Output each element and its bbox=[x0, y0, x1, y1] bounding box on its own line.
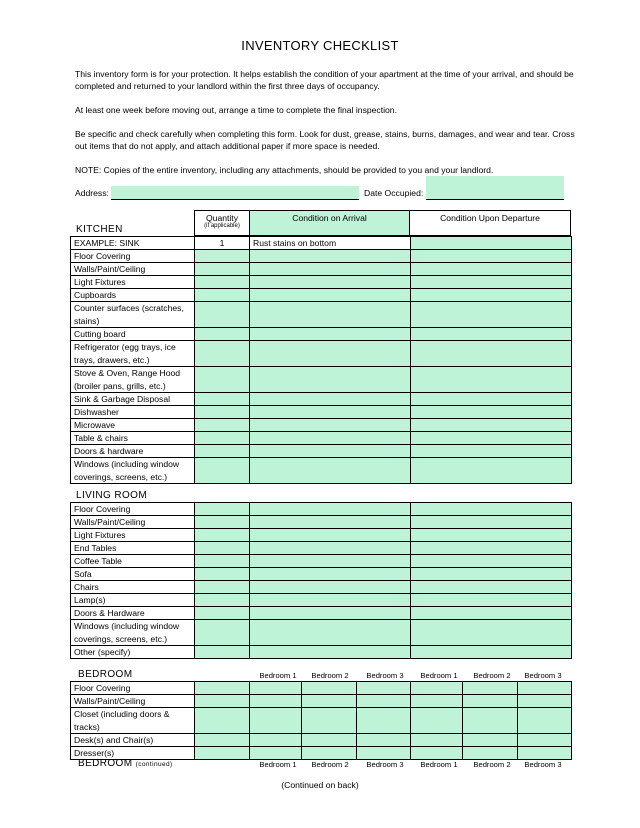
bedroom-cell[interactable] bbox=[463, 682, 518, 695]
example-quantity: 1 bbox=[195, 237, 250, 250]
table-row bbox=[71, 237, 572, 250]
arrival-cell[interactable] bbox=[250, 367, 411, 393]
bedroom-cell[interactable] bbox=[357, 708, 411, 734]
bedroom-cell[interactable] bbox=[518, 708, 572, 734]
bedroom-column-header: Bedroom 2 bbox=[473, 760, 511, 769]
item-label: Lamp(s) bbox=[71, 594, 195, 607]
quantity-cell[interactable] bbox=[195, 328, 250, 341]
kitchen-section-title: KITCHEN bbox=[76, 224, 123, 235]
item-label: Closet (including doors & tracks) bbox=[71, 708, 195, 734]
bedroom-column-header: Bedroom 2 bbox=[311, 760, 349, 769]
item-label: End Tables bbox=[71, 542, 195, 555]
quantity-header-cell bbox=[194, 210, 250, 236]
quantity-cell[interactable] bbox=[195, 646, 250, 659]
table-row bbox=[71, 445, 572, 458]
example-item: EXAMPLE: SINK bbox=[71, 237, 195, 250]
bedroom-cell[interactable] bbox=[463, 734, 518, 747]
quantity-cell[interactable] bbox=[195, 367, 250, 393]
table-row bbox=[71, 555, 572, 568]
arrival-cell[interactable] bbox=[250, 289, 411, 302]
item-label: Sofa bbox=[71, 568, 195, 581]
quantity-cell[interactable] bbox=[195, 734, 250, 747]
example-departure[interactable] bbox=[411, 237, 572, 250]
bedroom-column-header: Bedroom 3 bbox=[366, 760, 404, 769]
item-label: Refrigerator (egg trays, ice trays, drawers, etc.) bbox=[71, 341, 195, 367]
departure-cell[interactable] bbox=[411, 302, 572, 328]
address-field[interactable] bbox=[111, 186, 359, 200]
item-label: Windows (including window coverings, screens, etc.) bbox=[71, 620, 195, 646]
quantity-cell[interactable] bbox=[195, 250, 250, 263]
arrival-cell[interactable] bbox=[250, 620, 411, 646]
table-row bbox=[71, 458, 572, 484]
table-row bbox=[71, 708, 572, 734]
departure-header: Condition Upon Departure bbox=[440, 213, 540, 223]
bedroom-cell[interactable] bbox=[250, 695, 302, 708]
bedroom-cell[interactable] bbox=[302, 747, 357, 760]
table-row bbox=[71, 620, 572, 646]
bedroom-cell[interactable] bbox=[250, 747, 302, 760]
bedroom-cell[interactable] bbox=[357, 734, 411, 747]
bedroom-cell[interactable] bbox=[411, 747, 463, 760]
quantity-cell[interactable] bbox=[195, 581, 250, 594]
bedroom-cell[interactable] bbox=[518, 734, 572, 747]
departure-cell[interactable] bbox=[411, 406, 572, 419]
bedroom-cell[interactable] bbox=[302, 695, 357, 708]
item-label: Floor Covering bbox=[71, 250, 195, 263]
item-label: Table & chairs bbox=[71, 432, 195, 445]
departure-cell[interactable] bbox=[411, 458, 572, 484]
bedroom-column-header: Bedroom 1 bbox=[420, 760, 458, 769]
item-label: Floor Covering bbox=[71, 503, 195, 516]
item-label: Light Fixtures bbox=[71, 529, 195, 542]
departure-cell[interactable] bbox=[411, 419, 572, 432]
bedroom-continued-label: BEDROOM bbox=[78, 758, 133, 769]
bedroom-column-header: Bedroom 2 bbox=[311, 671, 349, 680]
bedroom-continued-column-headers bbox=[0, 760, 640, 772]
arrival-cell[interactable] bbox=[250, 432, 411, 445]
quantity-cell[interactable] bbox=[195, 682, 250, 695]
departure-cell[interactable] bbox=[411, 607, 572, 620]
bedroom-column-header: Bedroom 1 bbox=[259, 760, 297, 769]
table-row bbox=[71, 302, 572, 328]
quantity-cell[interactable] bbox=[195, 594, 250, 607]
departure-cell[interactable] bbox=[411, 263, 572, 276]
bedroom-cell[interactable] bbox=[250, 708, 302, 734]
bedroom-column-header: Bedroom 3 bbox=[524, 760, 562, 769]
arrival-header-cell bbox=[249, 210, 410, 236]
arrival-cell[interactable] bbox=[250, 594, 411, 607]
item-label: Light Fixtures bbox=[71, 276, 195, 289]
arrival-cell[interactable] bbox=[250, 581, 411, 594]
table-row bbox=[71, 529, 572, 542]
quantity-cell[interactable] bbox=[195, 542, 250, 555]
item-label: Windows (including window coverings, screens, etc.) bbox=[71, 458, 195, 484]
arrival-cell[interactable] bbox=[250, 503, 411, 516]
departure-cell[interactable] bbox=[411, 516, 572, 529]
departure-cell[interactable] bbox=[411, 341, 572, 367]
table-row bbox=[71, 406, 572, 419]
bedroom-cell[interactable] bbox=[518, 682, 572, 695]
quantity-cell[interactable] bbox=[195, 607, 250, 620]
departure-cell[interactable] bbox=[411, 289, 572, 302]
quantity-header: Quantity bbox=[205, 213, 238, 223]
quantity-cell[interactable] bbox=[195, 695, 250, 708]
arrival-cell[interactable] bbox=[250, 529, 411, 542]
table-row bbox=[71, 594, 572, 607]
quantity-cell[interactable] bbox=[195, 747, 250, 760]
item-label: Coffee Table bbox=[71, 555, 195, 568]
table-row bbox=[71, 568, 572, 581]
bedroom-cell[interactable] bbox=[518, 747, 572, 760]
bedroom-cell[interactable] bbox=[411, 734, 463, 747]
arrival-cell[interactable] bbox=[250, 607, 411, 620]
item-label: Doors & hardware bbox=[71, 445, 195, 458]
living-room-section-title: LIVING ROOM bbox=[76, 490, 148, 501]
bedroom-cell[interactable] bbox=[357, 695, 411, 708]
table-row bbox=[71, 542, 572, 555]
item-label: Cutting board bbox=[71, 328, 195, 341]
table-row bbox=[71, 419, 572, 432]
table-row bbox=[71, 734, 572, 747]
item-label: Walls/Paint/Ceiling bbox=[71, 516, 195, 529]
move-out-paragraph: At least one week before moving out, arrange a time to complete the final inspection. bbox=[75, 105, 397, 115]
table-row bbox=[71, 250, 572, 263]
item-label: Sink & Garbage Disposal bbox=[71, 393, 195, 406]
example-arrival: Rust stains on bottom bbox=[250, 237, 411, 250]
bedroom-cell[interactable] bbox=[463, 747, 518, 760]
quantity-cell[interactable] bbox=[195, 568, 250, 581]
table-row bbox=[71, 367, 572, 393]
table-row bbox=[71, 695, 572, 708]
bedroom-cell[interactable] bbox=[302, 708, 357, 734]
table-row bbox=[71, 503, 572, 516]
bedroom-cell[interactable] bbox=[518, 695, 572, 708]
departure-cell[interactable] bbox=[411, 250, 572, 263]
quantity-subheader: (if applicable) bbox=[204, 223, 240, 229]
bedroom-cell[interactable] bbox=[463, 695, 518, 708]
arrival-cell[interactable] bbox=[250, 341, 411, 367]
arrival-cell[interactable] bbox=[250, 646, 411, 659]
bedroom-cell[interactable] bbox=[357, 682, 411, 695]
table-row bbox=[71, 328, 572, 341]
arrival-cell[interactable] bbox=[250, 568, 411, 581]
item-label: Walls/Paint/Ceiling bbox=[71, 263, 195, 276]
continued-footer: (Continued on back) bbox=[281, 780, 359, 790]
instructions-paragraph: Be specific and check carefully when completing this form. Look for dust, grease, stains, burns, damages, and wear and tear. Cross out items that do not apply, and attach additional paper if more space is needed. bbox=[75, 129, 575, 151]
arrival-cell[interactable] bbox=[250, 328, 411, 341]
item-label: Floor Covering bbox=[71, 682, 195, 695]
departure-cell[interactable] bbox=[411, 367, 572, 393]
item-label: Cupboards bbox=[71, 289, 195, 302]
bedroom-cell[interactable] bbox=[302, 682, 357, 695]
quantity-cell[interactable] bbox=[195, 529, 250, 542]
item-label: Counter surfaces (scratches, stains) bbox=[71, 302, 195, 328]
departure-cell[interactable] bbox=[411, 542, 572, 555]
bedroom-column-header: Bedroom 3 bbox=[524, 671, 562, 680]
page-title: INVENTORY CHECKLIST bbox=[241, 38, 399, 53]
quantity-cell[interactable] bbox=[195, 708, 250, 734]
table-row bbox=[71, 393, 572, 406]
departure-header-cell bbox=[409, 210, 571, 236]
table-row bbox=[71, 607, 572, 620]
quantity-cell[interactable] bbox=[195, 393, 250, 406]
arrival-cell[interactable] bbox=[250, 555, 411, 568]
bedroom-table bbox=[70, 681, 572, 760]
departure-cell[interactable] bbox=[411, 393, 572, 406]
item-label: Doors & Hardware bbox=[71, 607, 195, 620]
bedroom-column-header: Bedroom 3 bbox=[366, 671, 404, 680]
intro-paragraph: This inventory form is for your protection. It helps establish the condition of your apartment at the time of your arrival, and should be completed and returned to your landlord within the first three days of occupancy. bbox=[75, 69, 574, 91]
living-room-table bbox=[70, 502, 572, 659]
arrival-header: Condition on Arrival bbox=[292, 213, 367, 223]
table-row bbox=[71, 263, 572, 276]
bedroom-cell[interactable] bbox=[463, 708, 518, 734]
item-label: Chairs bbox=[71, 581, 195, 594]
quantity-cell[interactable] bbox=[195, 555, 250, 568]
bedroom-column-header: Bedroom 1 bbox=[259, 671, 297, 680]
table-row bbox=[71, 432, 572, 445]
quantity-cell[interactable] bbox=[195, 276, 250, 289]
bedroom-column-header: Bedroom 2 bbox=[473, 671, 511, 680]
bedroom-column-header: Bedroom 1 bbox=[420, 671, 458, 680]
item-label: Stove & Oven, Range Hood (broiler pans, grills, etc.) bbox=[71, 367, 195, 393]
table-row bbox=[71, 289, 572, 302]
arrival-cell[interactable] bbox=[250, 276, 411, 289]
bedroom-cell[interactable] bbox=[357, 747, 411, 760]
departure-cell[interactable] bbox=[411, 620, 572, 646]
item-label: Microwave bbox=[71, 419, 195, 432]
bedroom-cell[interactable] bbox=[411, 695, 463, 708]
bedroom-cell[interactable] bbox=[411, 682, 463, 695]
quantity-cell[interactable] bbox=[195, 406, 250, 419]
arrival-cell[interactable] bbox=[250, 419, 411, 432]
arrival-cell[interactable] bbox=[250, 542, 411, 555]
departure-cell[interactable] bbox=[411, 503, 572, 516]
quantity-cell[interactable] bbox=[195, 620, 250, 646]
quantity-cell[interactable] bbox=[195, 341, 250, 367]
departure-cell[interactable] bbox=[411, 646, 572, 659]
departure-cell[interactable] bbox=[411, 328, 572, 341]
arrival-cell[interactable] bbox=[250, 516, 411, 529]
arrival-cell[interactable] bbox=[250, 263, 411, 276]
table-row bbox=[71, 581, 572, 594]
note-paragraph: NOTE: Copies of the entire inventory, including any attachments, should be provided to you and your landlord. bbox=[75, 165, 494, 175]
item-label: Other (specify) bbox=[71, 646, 195, 659]
departure-cell[interactable] bbox=[411, 581, 572, 594]
arrival-cell[interactable] bbox=[250, 393, 411, 406]
quantity-cell[interactable] bbox=[195, 419, 250, 432]
bedroom-section-title: BEDROOM bbox=[78, 669, 133, 680]
departure-cell[interactable] bbox=[411, 445, 572, 458]
quantity-cell[interactable] bbox=[195, 302, 250, 328]
arrival-cell[interactable] bbox=[250, 458, 411, 484]
quantity-cell[interactable] bbox=[195, 516, 250, 529]
item-label: Desk(s) and Chair(s) bbox=[71, 734, 195, 747]
departure-cell[interactable] bbox=[411, 568, 572, 581]
arrival-cell[interactable] bbox=[250, 406, 411, 419]
bedroom-cell[interactable] bbox=[250, 682, 302, 695]
item-label: Dishwasher bbox=[71, 406, 195, 419]
departure-cell[interactable] bbox=[411, 432, 572, 445]
bedroom-cell[interactable] bbox=[411, 708, 463, 734]
date-occupied-field[interactable] bbox=[426, 176, 564, 200]
table-row bbox=[71, 276, 572, 289]
arrival-cell[interactable] bbox=[250, 302, 411, 328]
item-label: Dresser(s) bbox=[71, 747, 195, 760]
quantity-cell[interactable] bbox=[195, 263, 250, 276]
bedroom-cell[interactable] bbox=[250, 734, 302, 747]
table-row bbox=[71, 516, 572, 529]
departure-cell[interactable] bbox=[411, 529, 572, 542]
item-label: Walls/Paint/Ceiling bbox=[71, 695, 195, 708]
departure-cell[interactable] bbox=[411, 555, 572, 568]
continued-note: (continued) bbox=[135, 761, 173, 768]
date-occupied-label: Date Occupied: bbox=[364, 188, 424, 198]
quantity-cell[interactable] bbox=[195, 289, 250, 302]
address-label: Address: bbox=[75, 188, 109, 198]
table-row bbox=[71, 646, 572, 659]
quantity-cell[interactable] bbox=[195, 445, 250, 458]
table-row bbox=[71, 682, 572, 695]
arrival-cell[interactable] bbox=[250, 445, 411, 458]
departure-cell[interactable] bbox=[411, 594, 572, 607]
quantity-cell[interactable] bbox=[195, 503, 250, 516]
bedroom-cell[interactable] bbox=[302, 734, 357, 747]
kitchen-table bbox=[70, 236, 572, 484]
departure-cell[interactable] bbox=[411, 276, 572, 289]
table-row bbox=[71, 341, 572, 367]
arrival-cell[interactable] bbox=[250, 250, 411, 263]
quantity-cell[interactable] bbox=[195, 432, 250, 445]
quantity-cell[interactable] bbox=[195, 458, 250, 484]
